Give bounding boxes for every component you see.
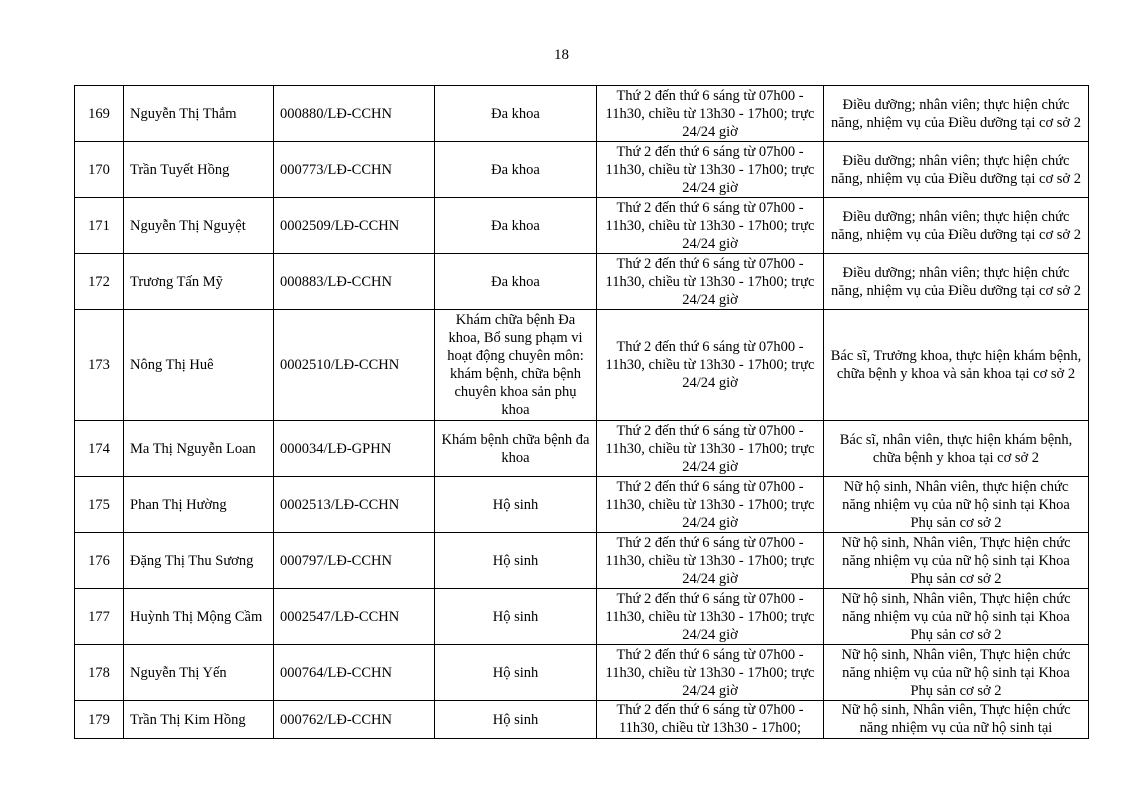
certificate-number: 000883/LĐ-CCHN [274,254,435,310]
working-hours: Thứ 2 đến thứ 6 sáng từ 07h00 - 11h30, chiều từ 13h30 - 17h00; trực 24/24 giờ [597,254,824,310]
position-duties: Điều dưỡng; nhân viên; thực hiện chức năng, nhiệm vụ của Điều dưỡng tại cơ sở 2 [824,142,1089,198]
working-hours: Thứ 2 đến thứ 6 sáng từ 07h00 - 11h30, chiều từ 13h30 - 17h00; trực 24/24 giờ [597,645,824,701]
working-hours: Thứ 2 đến thứ 6 sáng từ 07h00 - 11h30, chiều từ 13h30 - 17h00; trực 24/24 giờ [597,86,824,142]
certificate-number: 000764/LĐ-CCHN [274,645,435,701]
row-number: 175 [75,477,124,533]
position-duties: Nữ hộ sinh, Nhân viên, thực hiện chức năng nhiệm vụ của nữ hộ sinh tại Khoa Phụ sản cơ sở 2 [824,477,1089,533]
staff-name: Huỳnh Thị Mộng Cầm [124,589,274,645]
practice-scope: Hộ sinh [435,589,597,645]
working-hours: Thứ 2 đến thứ 6 sáng từ 07h00 - 11h30, chiều từ 13h30 - 17h00; trực 24/24 giờ [597,310,824,421]
position-duties: Bác sĩ, Trưởng khoa, thực hiện khám bệnh, chữa bệnh y khoa và sản khoa tại cơ sở 2 [824,310,1089,421]
row-number: 176 [75,533,124,589]
working-hours: Thứ 2 đến thứ 6 sáng từ 07h00 - 11h30, chiều từ 13h30 - 17h00; trực 24/24 giờ [597,589,824,645]
table-row [75,421,1089,477]
working-hours: Thứ 2 đến thứ 6 sáng từ 07h00 - 11h30, chiều từ 13h30 - 17h00; trực 24/24 giờ [597,142,824,198]
practice-scope: Khám bệnh chữa bệnh đa khoa [435,421,597,477]
staff-name: Đặng Thị Thu Sương [124,533,274,589]
position-duties: Nữ hộ sinh, Nhân viên, Thực hiện chức năng nhiệm vụ của nữ hộ sinh tại Khoa Phụ sản cơ sở 2 [824,645,1089,701]
table-row [75,254,1089,310]
working-hours: Thứ 2 đến thứ 6 sáng từ 07h00 - 11h30, chiều từ 13h30 - 17h00; trực 24/24 giờ [597,421,824,477]
staff-name: Nguyễn Thị Nguyệt [124,198,274,254]
table-row [75,310,1089,421]
practice-scope: Đa khoa [435,198,597,254]
practice-scope: Đa khoa [435,86,597,142]
row-number: 170 [75,142,124,198]
working-hours: Thứ 2 đến thứ 6 sáng từ 07h00 - 11h30, chiều từ 13h30 - 17h00; trực 24/24 giờ [597,533,824,589]
row-number: 173 [75,310,124,421]
practice-scope: Hộ sinh [435,477,597,533]
table-row [75,701,1089,739]
row-number: 171 [75,198,124,254]
working-hours: Thứ 2 đến thứ 6 sáng từ 07h00 - 11h30, chiều từ 13h30 - 17h00; trực 24/24 giờ [597,198,824,254]
practice-scope: Đa khoa [435,254,597,310]
working-hours: Thứ 2 đến thứ 6 sáng từ 07h00 - 11h30, chiều từ 13h30 - 17h00; trực 24/24 giờ [597,477,824,533]
staff-name: Nông Thị Huê [124,310,274,421]
certificate-number: 0002510/LĐ-CCHN [274,310,435,421]
certificate-number: 000034/LĐ-GPHN [274,421,435,477]
page-number: 18 [554,47,569,63]
practice-scope: Đa khoa [435,142,597,198]
position-duties: Nữ hộ sinh, Nhân viên, Thực hiện chức năng nhiệm vụ của nữ hộ sinh tại Khoa Phụ sản cơ sở 2 [824,589,1089,645]
staff-table [74,85,1089,739]
position-duties: Điều dưỡng; nhân viên; thực hiện chức năng, nhiệm vụ của Điều dưỡng tại cơ sở 2 [824,254,1089,310]
staff-name: Phan Thị Hường [124,477,274,533]
certificate-number: 0002547/LĐ-CCHN [274,589,435,645]
working-hours: Thứ 2 đến thứ 6 sáng từ 07h00 - 11h30, chiều từ 13h30 - 17h00; [597,701,824,739]
practice-scope: Hộ sinh [435,533,597,589]
table-row [75,589,1089,645]
certificate-number: 0002513/LĐ-CCHN [274,477,435,533]
position-duties: Nữ hộ sinh, Nhân viên, Thực hiện chức năng nhiệm vụ của nữ hộ sinh tại Khoa Phụ sản cơ sở 2 [824,533,1089,589]
position-duties: Điều dưỡng; nhân viên; thực hiện chức năng, nhiệm vụ của Điều dưỡng tại cơ sở 2 [824,198,1089,254]
certificate-number: 000880/LĐ-CCHN [274,86,435,142]
row-number: 174 [75,421,124,477]
staff-name: Nguyễn Thị Yến [124,645,274,701]
certificate-number: 000773/LĐ-CCHN [274,142,435,198]
row-number: 169 [75,86,124,142]
row-number: 179 [75,701,124,739]
position-duties: Nữ hộ sinh, Nhân viên, Thực hiện chức năng nhiệm vụ của nữ hộ sinh tại [824,701,1089,739]
row-number: 172 [75,254,124,310]
certificate-number: 000762/LĐ-CCHN [274,701,435,739]
position-duties: Điều dưỡng; nhân viên; thực hiện chức năng, nhiệm vụ của Điều dưỡng tại cơ sở 2 [824,86,1089,142]
staff-name: Nguyễn Thị Thắm [124,86,274,142]
practice-scope: Hộ sinh [435,645,597,701]
practice-scope: Khám chữa bệnh Đa khoa, Bổ sung phạm vi hoạt động chuyên môn: khám bệnh, chữa bệnh chuyên khoa sản phụ khoa [435,310,597,421]
staff-name: Trần Thị Kim Hồng [124,701,274,739]
table-row [75,645,1089,701]
certificate-number: 000797/LĐ-CCHN [274,533,435,589]
practice-scope: Hộ sinh [435,701,597,739]
staff-name: Trần Tuyết Hồng [124,142,274,198]
staff-name: Ma Thị Nguyễn Loan [124,421,274,477]
table-row [75,142,1089,198]
staff-name: Trương Tấn Mỹ [124,254,274,310]
table-row [75,533,1089,589]
position-duties: Bác sĩ, nhân viên, thực hiện khám bệnh, chữa bệnh y khoa tại cơ sở 2 [824,421,1089,477]
certificate-number: 0002509/LĐ-CCHN [274,198,435,254]
table-row [75,198,1089,254]
table-row [75,477,1089,533]
row-number: 177 [75,589,124,645]
table-row [75,86,1089,142]
row-number: 178 [75,645,124,701]
